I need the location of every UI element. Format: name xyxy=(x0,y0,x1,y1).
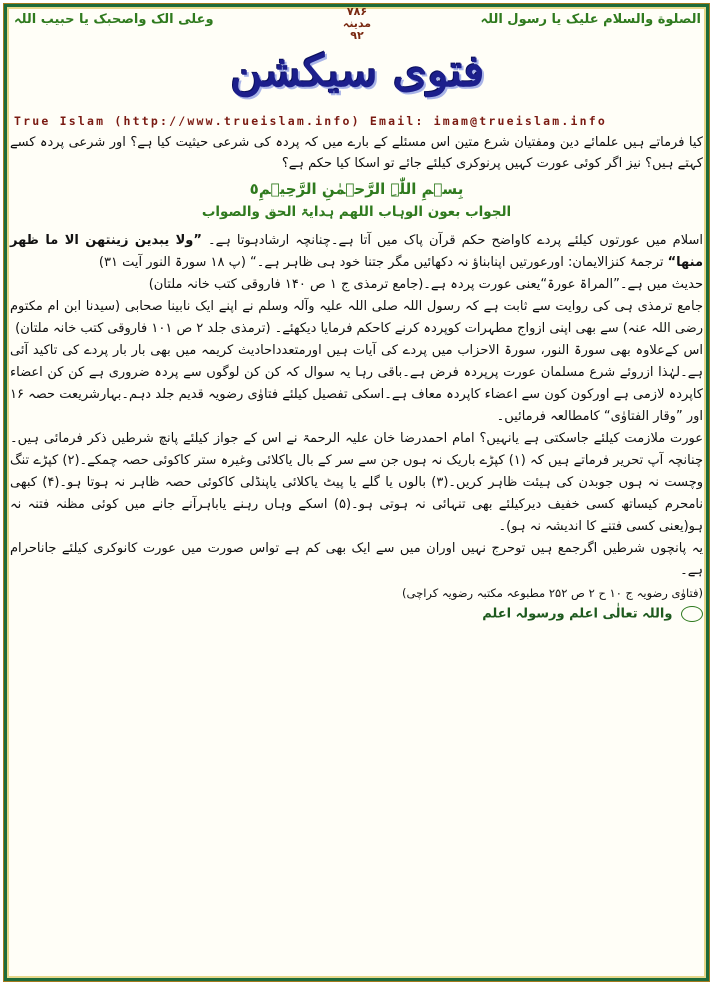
paragraph-employment-conditions: عورت ملازمت کیلئے جاسکتی ہے یانہیں؟ امام احمدرضا خان علیہ الرحمۃ نے اس کے جواز کیلئے پانچ شرطیں ذکر فرمائی ہیں۔چنانچہ آپ تحریر فرماتے ہیں کہ (۱) کپڑے باریک نہ ہوں جن سے سر کے بال یاکلائی وغیرہ ستر کاکوئی حصہ چمکے۔(۲) کپڑے تنگ وچست نہ ہوں جوبدن کی ہیئت ظاہر کریں۔(۳) بالوں یا گلے یا پیٹ یاکلائی یاپنڈلی کاکوئی حصہ ظاہر نہ ہوتا ہو۔(۴) کبھی نامحرم کیساتھ کسی خفیف دیرکیلئے بھی تنہائی نہ ہوتی ہو۔(۵) اسکے وہاں رہنے یاباہرآنے جانے میں کوئی مظنہ فتنہ نہ ہو(یعنی کسی فتنے کا اندیشہ نہ ہو)۔ xyxy=(10,431,704,534)
ref-92: ۹۲ xyxy=(350,29,364,42)
quran-verse: ”ولا یبدین زینتھن الا ما ظھر منھا“ xyxy=(10,233,703,270)
paragraph-surah-references: اس کےعلاوہ بھی سورۃ النور، سورۃ الاحزاب میں پردے کی آیات ہیں اورمتعدداحادیث کریمہ میں بھی بار بار پردے کی تاکید آئی ہے۔لہٰذا ازروئے شرع مسلمان عورت پرپردہ فرض ہے۔باقی رہا یہ سوال کہ کن کن لوگوں سے پردہ ضروری ہے کن کن اعضاء کاپردہ لازمی ہے اورکون کون سے اعضاء کاپردہ معاف ہے۔اسکی تفصیل کیلئے فتاوٰی رضویہ قدیم جلد دہم۔بہارشریعت حصہ ۱۶ اور ”وقار الفتاوٰی“ کامطالعہ فرمائیں۔ xyxy=(10,343,703,424)
site-contact-line: True Islam (http://www.trueislam.info) Email: imam@trueislam.info xyxy=(14,114,608,128)
answer-heading: الجواب بعون الوہاب اللھم ہدایۃ الحق والصواب xyxy=(201,204,512,220)
closing-line xyxy=(10,606,703,622)
seal-icon xyxy=(681,606,703,622)
header-salutation-right: الصلوة والسلام علیک یا رسول اللہ xyxy=(480,12,701,27)
fatwa-body xyxy=(10,132,703,622)
closing-text: واللہ تعالٰی اعلم ورسولہ اعلم xyxy=(482,606,673,622)
paragraph-tirmidhi: جامع ترمذی ہی کی روایت سے ثابت ہے کہ رسول اللہ صلی اللہ علیہ وآلہ وسلم نے اپنے ایک نابینا صحابی (سیدنا ابن ام مکتوم رضی اللہ عنہ) سے بھی اپنی ازواج مطہرات کوپردہ کرنے کاحکم فرمایا دیکھئے۔ (ترمذی جلد ۲ ص ۱۰۱ فاروقی کتب خانہ ملتان) xyxy=(10,299,703,336)
paragraph-ruling: یہ پانچوں شرطیں اگرجمع ہیں توحرج نہیں اوران میں سے ایک بھی کم ہے تواس صورت میں عورت کانوکری کیلئے جاناحرام ہے۔ xyxy=(10,541,703,578)
paragraph-hadith: حدیث میں ہے۔”المراۃ عورۃ“یعنی عورت پردہ ہے۔(جامع ترمذی ج ۱ ص ۱۴۰ فاروقی کتب خانہ ملتان) xyxy=(148,277,703,292)
paragraph-quran-intro: اسلام میں عورتوں کیلئے پردے کاواضح حکم قرآن پاک میں آتا ہے۔چنانچہ ارشادہوتا ہے۔ xyxy=(207,233,703,248)
paragraph-quran xyxy=(10,230,703,274)
page-title: فتوی سیکشن xyxy=(230,46,485,97)
question-text: کیا فرماتے ہیں علمائے دین ومفتیان شرع متین اس مسئلے کے بارے میں کہ پردہ کی شرعی حیثیت کیا ہے؟ اور شرعی پردہ کسے کہتے ہیں؟ نیز اگر کوئی عورت کہیں پرنوکری کیلئے جائے تو اسکا کیا حکم ہے؟ xyxy=(10,135,703,171)
bismillah: بِسۡمِ اللّٰہِ الرَّحۡمٰنِ الرَّحِیۡمِ٥ xyxy=(249,180,464,198)
header-salutation-left: وعلی الک واصحبک یا حبیب اللہ xyxy=(14,12,214,27)
header-reference xyxy=(326,6,388,42)
ref-786: ۷۸۶ xyxy=(346,5,368,18)
paragraph-quran-translation: ترجمۂ کنزالایمان: اورعورتیں اپنابناؤ نہ دکھائیں مگر جتنا خود ہی ظاہر ہے۔“ (پ ۱۸ سورۃ النور آیت ۳۱) xyxy=(98,255,664,270)
paragraph-citation: (فتاوٰی رضویہ ج ۱۰ ح ۲ ص ۲۵۲ مطبوعہ مکتبہ رضویہ کراچی) xyxy=(402,586,703,600)
ref-madina: مدینہ xyxy=(342,17,372,30)
